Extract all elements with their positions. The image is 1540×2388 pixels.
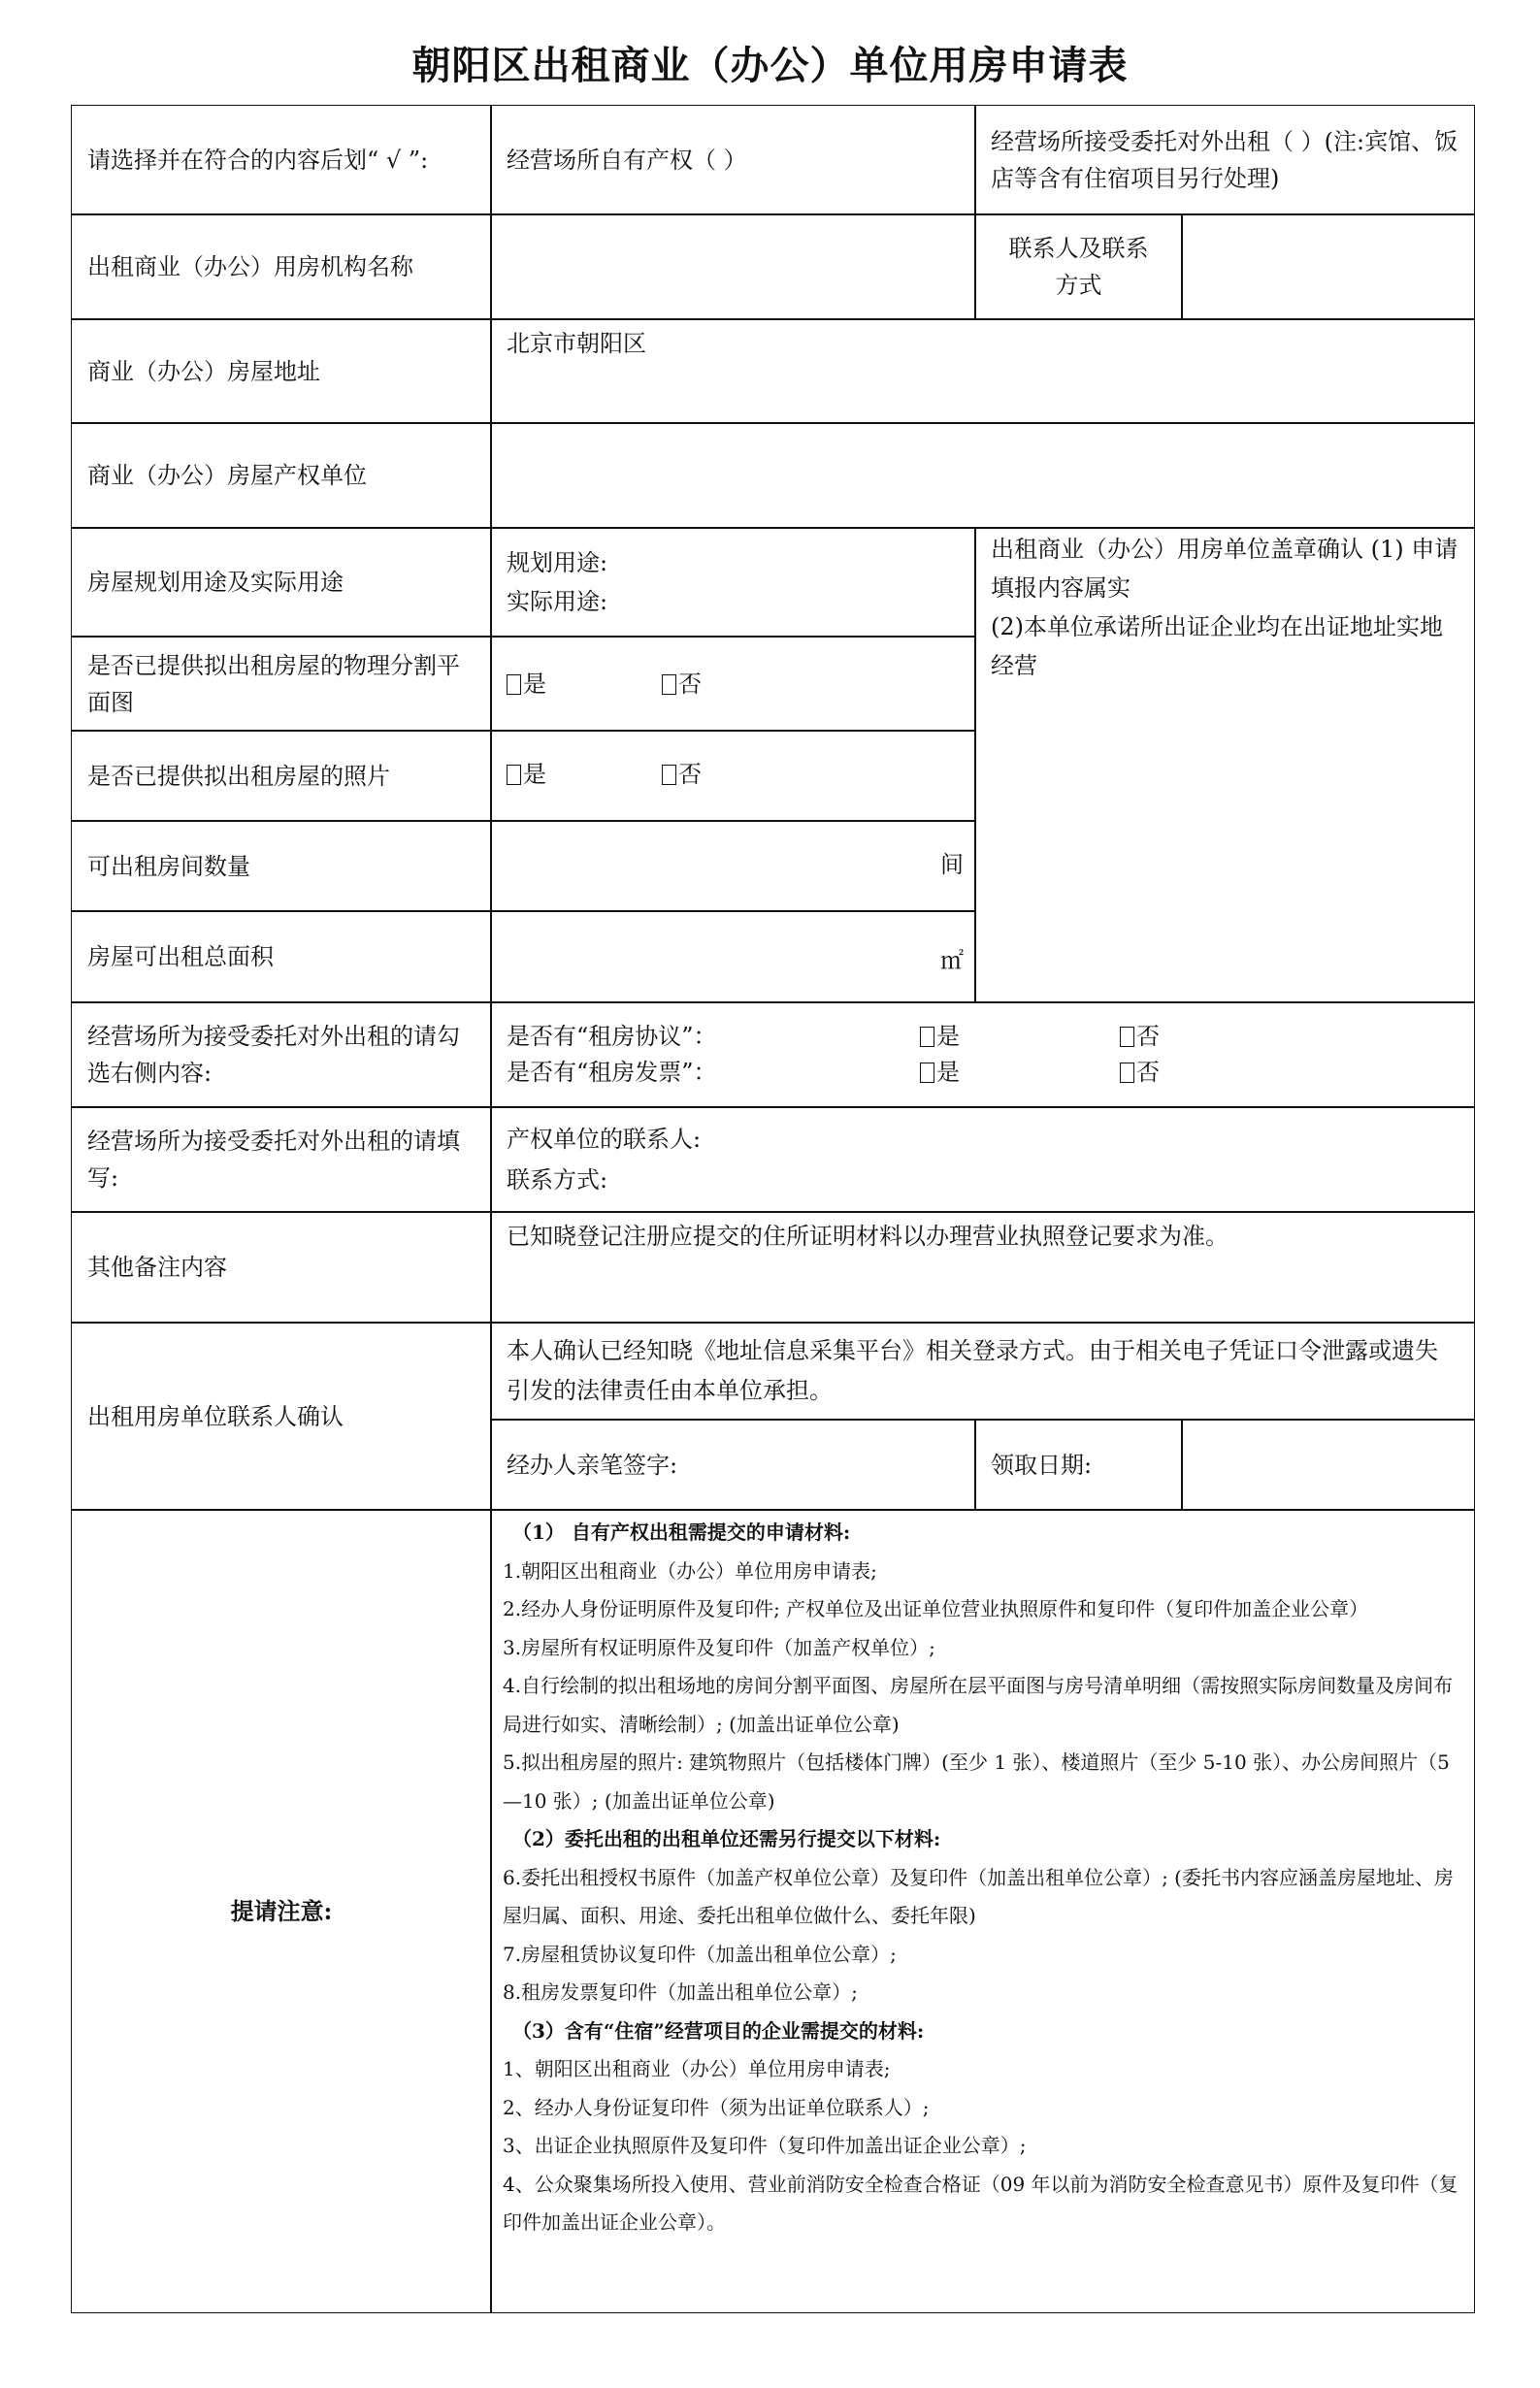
checkbox-icon[interactable] (662, 765, 676, 785)
no-label: 否 (1136, 1059, 1160, 1086)
checkbox-icon[interactable] (507, 674, 521, 695)
property-owner-field[interactable] (490, 422, 1475, 529)
notes-label: 提请注意: (71, 1509, 492, 2313)
floorplan-yes-option[interactable] (507, 666, 662, 703)
lease-agreement-question: 是否有“租房协议”： (507, 1023, 717, 1050)
total-area-field[interactable] (490, 910, 976, 1003)
entrusted-check-options (490, 1001, 1475, 1108)
area-unit: ㎡ (940, 947, 964, 974)
contact-field[interactable] (1181, 213, 1475, 320)
room-count-label: 可出租房间数量 (71, 820, 492, 912)
usage-label: 房屋规划用途及实际用途 (71, 527, 492, 638)
rent-invoice-no[interactable] (1120, 1055, 1160, 1091)
notes-item: 3、出证企业执照原件及复印件（复印件加盖出证企业公章）; (503, 2134, 1027, 2157)
lease-agreement-yes[interactable] (920, 1019, 1120, 1055)
checkbox-icon[interactable] (1120, 1027, 1134, 1047)
entrusted-rental-option[interactable]: 经营场所接受委托对外出租（ ）(注:宾馆、饭店等含有住宿项目另行处理) (974, 105, 1475, 215)
pickup-date-label: 领取日期: (974, 1419, 1183, 1511)
rent-invoice-question: 是否有“租房发票”： (507, 1059, 717, 1086)
handler-signature-field[interactable]: 经办人亲笔签字: (490, 1419, 976, 1511)
notes-section-heading: （1） 自有产权出租需提交的申请材料: (512, 1521, 851, 1544)
entrusted-check-label: 经营场所为接受委托对外出租的请勾选右侧内容: (71, 1001, 492, 1108)
notes-item: 1、朝阳区出租商业（办公）单位用房申请表; (503, 2057, 891, 2080)
planned-usage-label: 规划用途: (507, 549, 608, 576)
notes-item: 1.朝阳区出租商业（办公）单位用房申请表; (503, 1558, 877, 1583)
no-label: 否 (678, 761, 702, 788)
notes-item: 7.房屋租赁协议复印件（加盖出租单位公章）; (503, 1942, 897, 1966)
rent-invoice-yes[interactable] (920, 1055, 1120, 1091)
checkbox-icon[interactable] (507, 765, 521, 785)
notes-item: 3.房屋所有权证明原件及复印件（加盖产权单位）; (503, 1635, 935, 1659)
property-owner-label: 商业（办公）房屋产权单位 (71, 422, 492, 529)
rent-invoice-row (507, 1055, 1458, 1091)
remarks-field[interactable]: 已知晓登记注册应提交的住所证明材料以办理营业执照登记要求为准。 (490, 1211, 1475, 1324)
photos-yes-option[interactable] (507, 756, 662, 793)
usage-field[interactable] (490, 527, 976, 638)
photos-provided-label: 是否已提供拟出租房屋的照片 (71, 730, 492, 822)
address-label: 商业（办公）房屋地址 (71, 318, 492, 424)
yes-label: 是 (523, 671, 546, 698)
contact-confirm-label: 出租用房单位联系人确认 (71, 1322, 492, 1511)
select-instruction-label: 请选择并在符合的内容后划“ √ ”: (71, 105, 492, 215)
org-name-field[interactable] (490, 213, 976, 320)
checkbox-icon[interactable] (920, 1063, 934, 1083)
photos-provided-options (490, 730, 976, 822)
notes-item: 5.拟出租房屋的照片: 建筑物照片（包括楼体门牌）(至少 1 张）、楼道照片（至少 5-10 张）、办公房间照片（5—10 张）; (加盖出证单位公章) (503, 1750, 1450, 1813)
lease-agreement-row (507, 1019, 1458, 1055)
notes-item: 4、公众聚集场所投入使用、营业前消防安全检查合格证（09 年以前为消防安全检查意见书）原件及复印件（复印件加盖出证企业公章）。 (503, 2172, 1458, 2234)
stamp-confirm-line1: 出租商业（办公）用房单位盖章确认 (1) 申请填报内容属实 (991, 536, 1458, 602)
address-field[interactable]: 北京市朝阳区 (490, 318, 1475, 424)
stamp-confirmation (974, 527, 1475, 1003)
floorplan-provided-label: 是否已提供拟出租房屋的物理分割平面图 (71, 636, 492, 732)
notes-item: 2、经办人身份证复印件（须为出证单位联系人）; (503, 2095, 930, 2119)
page-title: 朝阳区出租商业（办公）单位用房申请表 (411, 43, 1129, 88)
checkbox-icon[interactable] (920, 1027, 934, 1047)
notes-section-heading: （2）委托出租的出租单位还需另行提交以下材料: (512, 1827, 941, 1850)
checkbox-icon[interactable] (662, 674, 676, 695)
photos-no-option[interactable] (662, 756, 702, 793)
room-unit: 间 (940, 851, 964, 878)
total-area-label: 房屋可出租总面积 (71, 910, 492, 1003)
floorplan-no-option[interactable] (662, 666, 702, 703)
entrusted-fill-label: 经营场所为接受委托对外出租的请填写: (71, 1106, 492, 1213)
no-label: 否 (1136, 1023, 1160, 1050)
owner-contact-person-label: 产权单位的联系人: (507, 1126, 702, 1153)
floorplan-provided-options (490, 636, 976, 732)
yes-label: 是 (936, 1059, 960, 1086)
yes-label: 是 (936, 1023, 960, 1050)
stamp-confirm-line2: (2)本单位承诺所出证企业均在出证地址实地经营 (991, 613, 1443, 679)
actual-usage-label: 实际用途: (507, 588, 608, 615)
notes-section-heading: （3）含有“住宿”经营项目的企业需提交的材料: (512, 2018, 925, 2043)
contact-label: 联系人及联系方式 (974, 213, 1183, 320)
pickup-date-field[interactable] (1181, 1419, 1475, 1511)
remarks-label: 其他备注内容 (71, 1211, 492, 1324)
notes-item: 4.自行绘制的拟出租场地的房间分割平面图、房屋所在层平面图与房号清单明细（需按照实际房间数量及房间布局进行如实、清晰绘制）; (加盖出证单位公章) (503, 1674, 1454, 1736)
notes-item: 8.租房发票复印件（加盖出租单位公章）; (503, 1980, 858, 2004)
notes-content (490, 1509, 1475, 2313)
room-count-field[interactable] (490, 820, 976, 912)
checkbox-icon[interactable] (1120, 1063, 1134, 1083)
owner-contact-method-label: 联系方式: (507, 1166, 608, 1194)
notes-item: 6.委托出租授权书原件（加盖产权单位公章）及复印件（加盖出租单位公章）; (委托书内容应涵盖房屋地址、房屋归属、面积、用途、委托出租单位做什么、委托年限) (503, 1865, 1454, 1927)
notes-item: 2.经办人身份证明原件及复印件; 产权单位及出证单位营业执照原件和复印件（复印件加盖企业公章） (503, 1597, 1369, 1620)
yes-label: 是 (523, 761, 546, 788)
own-property-option[interactable]: 经营场所自有产权（ ） (490, 105, 976, 215)
no-label: 否 (678, 671, 702, 698)
lease-agreement-no[interactable] (1120, 1019, 1160, 1055)
contact-confirm-statement: 本人确认已经知晓《地址信息采集平台》相关登录方式。由于相关电子凭证口令泄露或遗失引发的法律责任由本单位承担。 (490, 1322, 1475, 1421)
entrusted-fill-fields[interactable] (490, 1106, 1475, 1213)
org-name-label: 出租商业（办公）用房机构名称 (71, 213, 492, 320)
